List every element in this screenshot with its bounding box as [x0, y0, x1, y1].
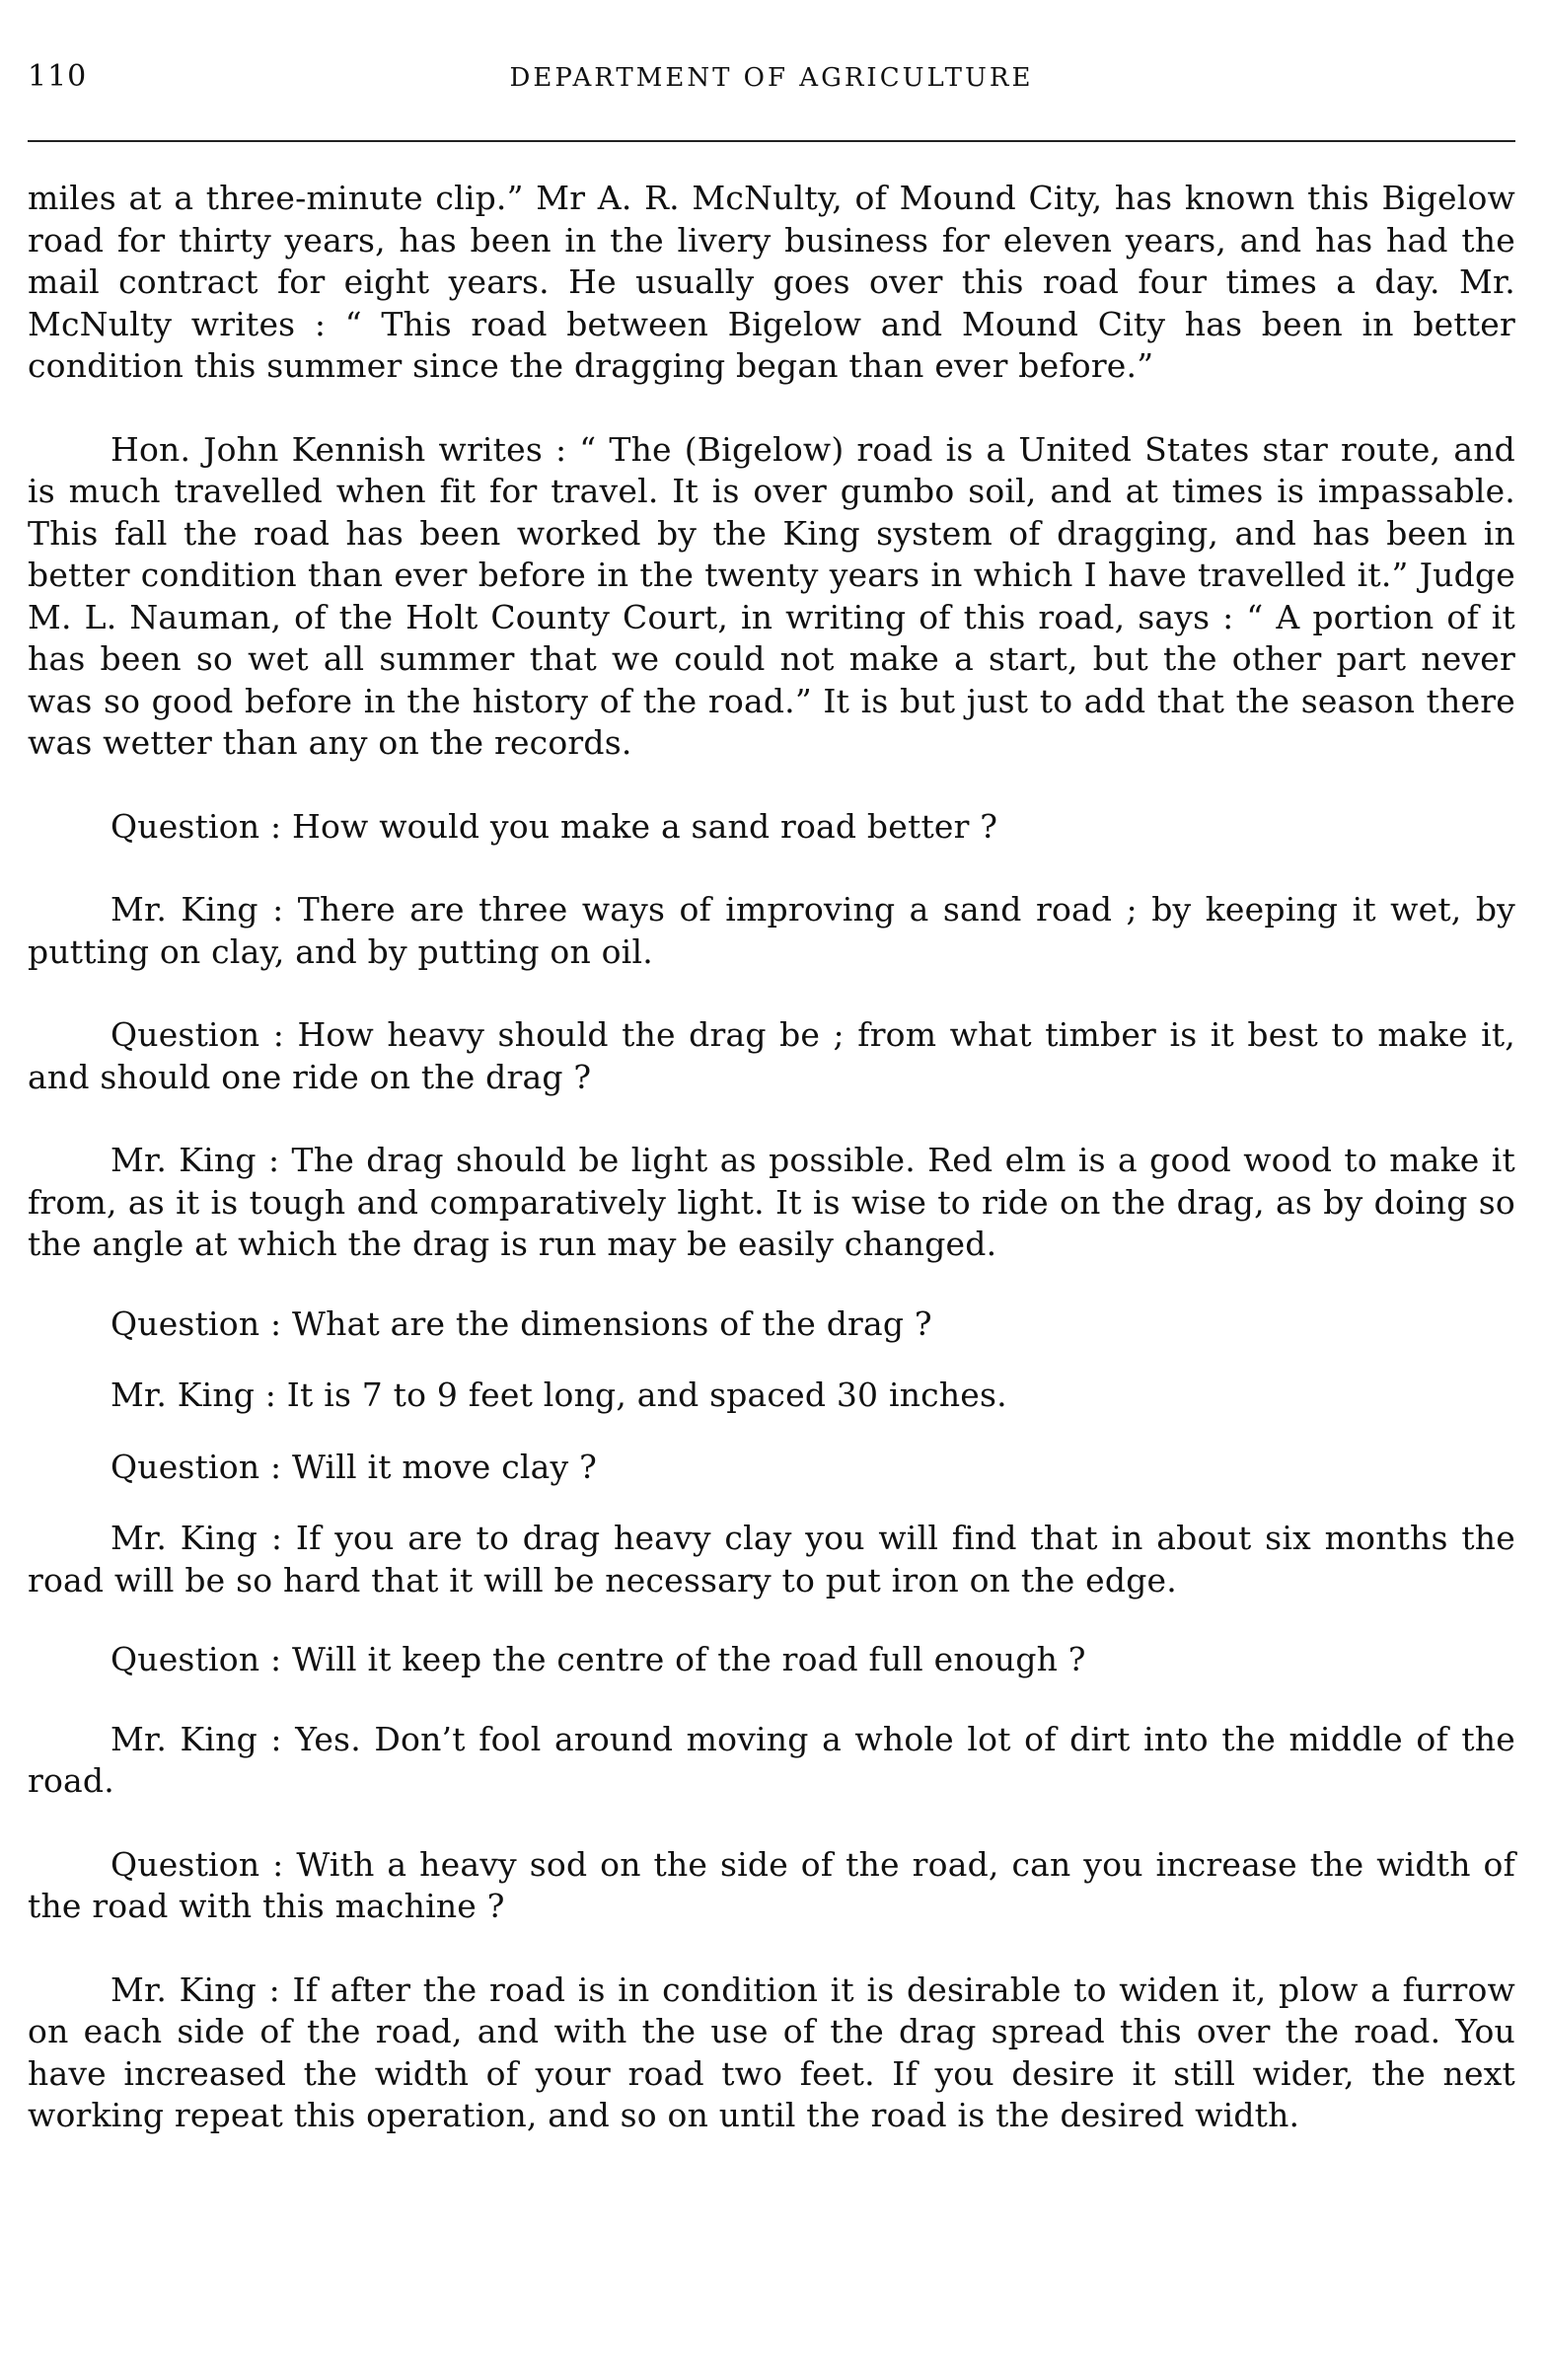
page-number: 110 — [28, 59, 88, 94]
answer-increase-width: Mr. King : If after the road is in condition it is desirable to widen it, plow a furrow on each side of the road, and with the use of the drag spread this over the road. You have increased the width of your road two feet. If you desire it still wider, the next working repeat this operation, and so on until the road is the desired width. — [28, 1970, 1515, 2134]
answer-dimensions: Mr. King : It is 7 to 9 feet long, and spaced 30 inches. — [110, 1376, 1007, 1414]
answer-move-clay: Mr. King : If you are to drag heavy clay you will find that in about six months the road will be so hard that it will be necessary to put iron on the edge. — [28, 1519, 1515, 1599]
document-page — [28, 59, 1515, 2348]
question-dimensions: Question : What are the dimensions of the drag ? — [110, 1303, 932, 1343]
running-head — [28, 59, 1515, 109]
paragraph-kennish: Hon. John Kennish writes : “ The (Bigelow) road is a United States star route, and is much travelled when fit for travel. It is over gumbo soil, and at times is impassable. This fall the road has been worked by the King system of dragging, and has been in better condition than ever before in the twenty years in which I have travelled it.” Judge M. L. Nauman, of the Holt County Court, in writing of this road, says : “ A portion of it has been so wet all summer that we could not make a start, but the other part never was so good before in the history of the road.” It is but just to add that the season there was wetter than any on the records. — [28, 429, 1515, 762]
answer-centre-full: Mr. King : Yes. Don’t fool around moving a whole lot of dirt into the middle of the road. — [28, 1719, 1515, 1800]
paragraph-mcnulty: miles at a three-minute clip.” Mr A. R. McNulty, of Mound City, has known this Bigelow road for thirty years, has been in the livery business for eleven years, and has had the mail contract for eight years. He usually goes over this road four times a day. Mr. McNulty writes : “ This road between Bigelow and Mound City has been in better condition this summer since the dragging began than ever before.” — [28, 179, 1515, 385]
answer-sand-road: Mr. King : There are three ways of improving a sand road ; by keeping it wet, by putting on clay, and by putting on oil. — [28, 890, 1515, 971]
running-title: DEPARTMENT OF AGRICULTURE — [509, 63, 1034, 93]
question-drag-weight: Question : How heavy should the drag be ; from what timber is it best to make it, and should one ride on the drag ? — [28, 1015, 1515, 1096]
question-increase-width: Question : With a heavy sod on the side of the road, can you increase the width of the road with this machine ? — [28, 1844, 1515, 1925]
header-rule — [28, 140, 1515, 142]
question-sand-road: Question : How would you make a sand road better ? — [110, 806, 998, 846]
question-centre-full: Question : Will it keep the centre of the road full enough ? — [110, 1640, 1086, 1678]
answer-drag-weight: Mr. King : The drag should be light as possible. Red elm is a good wood to make it from, as it is tough and comparatively light. It is wise to ride on the drag, as by doing so the angle at which the drag is run may be easily changed. — [28, 1141, 1515, 1263]
question-move-clay: Question : Will it move clay ? — [110, 1447, 597, 1486]
